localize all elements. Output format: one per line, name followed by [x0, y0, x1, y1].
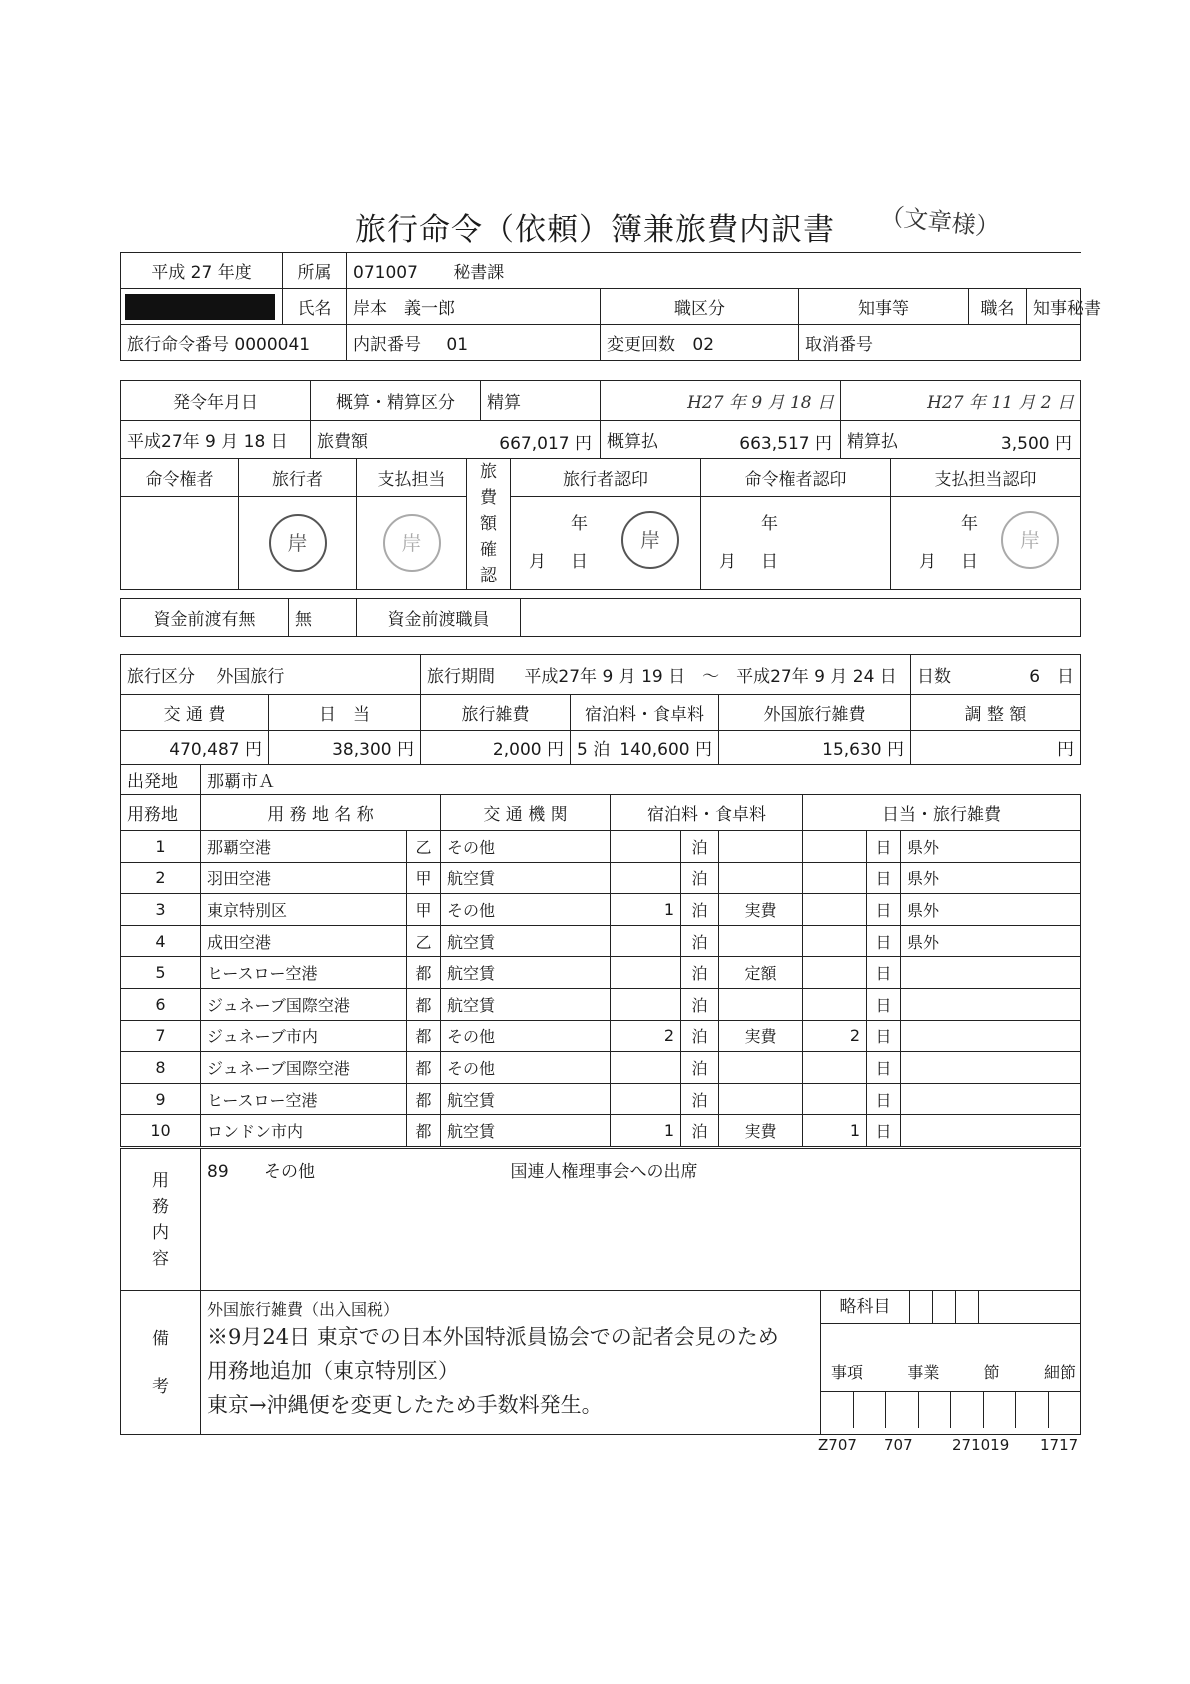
purpose-category: その他 — [264, 1162, 316, 1182]
table-row — [121, 988, 1081, 1020]
settle-pay-value: 3,500 円 — [1000, 434, 1072, 454]
itin-days: 2 — [803, 1020, 867, 1052]
settle-pay-label: 精算払 — [847, 432, 898, 452]
cost-lodging: 140,600 円 — [619, 740, 712, 760]
authority-seal-year: 年 — [761, 514, 778, 535]
settle-type-value: 精算 — [481, 381, 601, 421]
itin-nights — [611, 988, 681, 1020]
funds-table — [120, 598, 1081, 637]
itin-grade: 乙 — [407, 831, 441, 863]
itin-transport: 航空賃 — [441, 862, 611, 894]
itin-transport: 航空賃 — [441, 925, 611, 957]
amount-label: 旅費額 — [317, 432, 368, 452]
order-no: 0000041 — [234, 335, 311, 355]
cost-lodging-nights: 5 泊 — [577, 740, 611, 760]
order-authority-label: 命令権者 — [121, 459, 239, 497]
itin-place: ジュネーブ市内 — [201, 1020, 407, 1052]
title-handwritten-note: （文章様） — [878, 201, 1001, 243]
class-label: 職区分 — [601, 289, 799, 325]
traveler-seal-year: 年 — [571, 514, 588, 535]
itin-grade: 都 — [407, 1083, 441, 1115]
itin-place: ジュネーブ国際空港 — [201, 988, 407, 1020]
travel-kind-label: 旅行区分 — [127, 667, 195, 687]
itin-place: ヒースロー空港 — [201, 1083, 407, 1115]
cost-misc: 2,000 円 — [421, 731, 571, 765]
cost-header-foreign: 外国旅行雑費 — [719, 695, 911, 731]
purpose-text: 国連人権理事会への出席 — [510, 1162, 698, 1182]
itin-transport: その他 — [441, 831, 611, 863]
itin-days — [803, 925, 867, 957]
itin-grade: 都 — [407, 1115, 441, 1147]
itin-grade: 甲 — [407, 894, 441, 926]
cost-header-misc: 旅行雑費 — [421, 695, 571, 731]
authority-seal-label: 命令権者認印 — [701, 459, 891, 497]
itin-days — [803, 957, 867, 989]
itin-no: 9 — [121, 1083, 201, 1115]
itin-no: 3 — [121, 894, 201, 926]
itin-nights: 1 — [611, 894, 681, 926]
itin-lodging-type: 実費 — [719, 1020, 803, 1052]
advance-label: 概算払 — [607, 432, 658, 452]
table-row — [121, 957, 1081, 989]
itin-haku: 泊 — [681, 1115, 719, 1147]
table-row — [121, 894, 1081, 926]
approval-table — [120, 458, 1081, 590]
cost-header-lodging: 宿泊料・食卓料 — [571, 695, 719, 731]
travel-period-value: 平成27年 9 月 19 日 ～ 平成27年 9 月 24 日 — [524, 667, 897, 687]
remarks-label: 備 考 — [121, 1291, 201, 1435]
itinerary-rows — [121, 831, 1081, 1147]
itin-nichi: 日 — [867, 1115, 901, 1147]
itin-no: 7 — [121, 1020, 201, 1052]
settle-type-label: 概算・精算区分 — [311, 381, 481, 421]
traveler-seal-label: 旅行者認印 — [511, 459, 701, 497]
itin-days — [803, 831, 867, 863]
remarks-table — [120, 1290, 1081, 1435]
code-item: Z707 — [818, 1436, 857, 1454]
fiscal-year: 平成 27 年度 — [121, 253, 283, 289]
itin-nichi: 日 — [867, 1020, 901, 1052]
itin-days — [803, 862, 867, 894]
itin-header-daily: 日当・旅行雑費 — [803, 795, 1081, 831]
itin-place: ヒースロー空港 — [201, 957, 407, 989]
table-row — [121, 1052, 1081, 1084]
payer-seal-year: 年 — [961, 514, 978, 535]
itin-transport: 航空賃 — [441, 988, 611, 1020]
itin-haku: 泊 — [681, 988, 719, 1020]
itin-nichi: 日 — [867, 894, 901, 926]
travel-days-label: 日数 — [917, 667, 952, 687]
purpose-label: 用 務 内 容 — [121, 1149, 201, 1291]
itin-area: 県外 — [901, 894, 1081, 926]
itin-transport: その他 — [441, 1052, 611, 1084]
travel-period-label: 旅行期間 — [427, 667, 495, 687]
itin-nights — [611, 925, 681, 957]
purpose-table — [120, 1148, 1081, 1291]
remarks-handwritten-3: 東京→沖縄便を変更したため手数料発生。 — [207, 1393, 603, 1417]
dept-label: 所属 — [283, 253, 347, 289]
traveler-confirm-seal: 岸 — [621, 511, 679, 569]
itin-nichi: 日 — [867, 957, 901, 989]
itin-header-place: 用務地 — [121, 795, 201, 831]
itin-days — [803, 988, 867, 1020]
table-row — [121, 1115, 1081, 1147]
detail-no: 01 — [446, 335, 469, 355]
itin-transport: 航空賃 — [441, 1115, 611, 1147]
payer-label: 支払担当 — [357, 459, 467, 497]
change-label: 変更回数 — [607, 335, 675, 355]
header-table — [120, 252, 1101, 361]
itin-nichi: 日 — [867, 862, 901, 894]
table-row — [121, 1020, 1081, 1052]
itin-area — [901, 1020, 1081, 1052]
travel-days-value: 6 日 — [1029, 667, 1075, 687]
itin-header-name: 用 務 地 名 称 — [201, 795, 441, 831]
change-no: 02 — [692, 335, 715, 355]
traveler-seal-day: 日 — [571, 552, 588, 573]
authority-seal-month: 月 — [719, 552, 736, 573]
cost-daily: 38,300 円 — [269, 731, 421, 765]
table-row — [121, 862, 1081, 894]
code-section: 271019 — [952, 1436, 1010, 1454]
cost-header-adjust: 調 整 額 — [911, 695, 1081, 731]
itin-area — [901, 1083, 1081, 1115]
traveler-label: 旅行者 — [239, 459, 357, 497]
redacted-field — [125, 294, 275, 320]
itin-area — [901, 1115, 1081, 1147]
departure-value: 那覇市Ａ — [201, 765, 1081, 795]
itin-grade: 乙 — [407, 925, 441, 957]
itin-no: 1 — [121, 831, 201, 863]
itin-nights — [611, 1083, 681, 1115]
itin-no: 8 — [121, 1052, 201, 1084]
project-label: 事業 — [907, 1363, 940, 1382]
remarks-printed: 外国旅行雑費（出入国税） — [207, 1300, 400, 1319]
code-subsection: 1717 — [1040, 1436, 1079, 1454]
itin-area — [901, 957, 1081, 989]
cancel-label: 取消番号 — [799, 325, 1081, 361]
itin-lodging-type — [719, 862, 803, 894]
traveler-name: 岸本 義一郎 — [347, 289, 601, 325]
cost-transport: 470,487 円 — [121, 731, 269, 765]
itin-no: 5 — [121, 957, 201, 989]
handwritten-date-1: H27 年 9 月 18 日 — [601, 381, 841, 421]
itin-grade: 都 — [407, 957, 441, 989]
itin-lodging-type — [719, 988, 803, 1020]
traveler-seal-month: 月 — [529, 552, 546, 573]
itin-nights — [611, 957, 681, 989]
itin-grade: 都 — [407, 1020, 441, 1052]
handwritten-date-2: H27 年 11 月 2 日 — [841, 381, 1081, 421]
itin-days — [803, 1052, 867, 1084]
itin-transport: 航空賃 — [441, 1083, 611, 1115]
itin-nights — [611, 831, 681, 863]
amount-confirm-label: 旅 費 額 確 認 — [467, 459, 511, 590]
departure-label: 出発地 — [121, 765, 201, 795]
itin-no: 10 — [121, 1115, 201, 1147]
traveler-seal-stamp: 岸 — [269, 514, 327, 572]
itin-transport: 航空賃 — [441, 957, 611, 989]
table-row — [121, 925, 1081, 957]
name-label: 氏名 — [283, 289, 347, 325]
itin-transport: その他 — [441, 1020, 611, 1052]
payer-seal-month: 月 — [919, 552, 936, 573]
itin-nichi: 日 — [867, 925, 901, 957]
funds-staff-label: 資金前渡職員 — [357, 599, 521, 637]
remarks-handwritten-2: 用務地追加（東京特別区） — [207, 1359, 459, 1383]
purpose-code: 89 — [207, 1162, 229, 1182]
itin-days — [803, 894, 867, 926]
dept-code: 071007 — [353, 263, 418, 283]
authority-seal-day: 日 — [761, 552, 778, 573]
itin-days — [803, 1083, 867, 1115]
travel-kind-value: 外国旅行 — [216, 667, 285, 687]
itin-area — [901, 988, 1081, 1020]
itin-days: 1 — [803, 1115, 867, 1147]
itin-haku: 泊 — [681, 957, 719, 989]
amount-value: 667,017 円 — [499, 434, 592, 454]
itin-place: 成田空港 — [201, 925, 407, 957]
code-project: 707 — [884, 1436, 913, 1454]
itin-haku: 泊 — [681, 894, 719, 926]
itin-lodging-type — [719, 831, 803, 863]
table-row — [121, 1083, 1081, 1115]
document-title: 旅行命令（依頼）簿兼旅費内訳書 — [355, 212, 835, 248]
payer-seal-day: 日 — [961, 552, 978, 573]
payer-confirm-seal: 岸 — [1001, 511, 1059, 569]
itin-area: 県外 — [901, 862, 1081, 894]
itin-haku: 泊 — [681, 1052, 719, 1084]
itin-nichi: 日 — [867, 831, 901, 863]
itin-no: 6 — [121, 988, 201, 1020]
itin-header-transport: 交 通 機 関 — [441, 795, 611, 831]
itin-lodging-type — [719, 925, 803, 957]
funds-value: 無 — [289, 599, 357, 637]
item-label: 事項 — [831, 1363, 864, 1382]
itin-nichi: 日 — [867, 988, 901, 1020]
post-value: 知事秘書 — [1027, 289, 1081, 325]
itin-transport: その他 — [441, 894, 611, 926]
subject-label: 略科目 — [821, 1291, 910, 1323]
itinerary-table — [120, 764, 1081, 1147]
detail-no-label: 内訳番号 — [353, 335, 421, 355]
class-value: 知事等 — [799, 289, 969, 325]
itin-no: 2 — [121, 862, 201, 894]
itin-area — [901, 1052, 1081, 1084]
subsection-label: 細節 — [1043, 1363, 1076, 1382]
issue-table — [120, 380, 1081, 459]
itin-place: ロンドン市内 — [201, 1115, 407, 1147]
itin-nights — [611, 862, 681, 894]
itin-place: ジュネーブ国際空港 — [201, 1052, 407, 1084]
itin-place: 東京特別区 — [201, 894, 407, 926]
cost-header-daily: 日 当 — [269, 695, 421, 731]
itin-nights: 2 — [611, 1020, 681, 1052]
itin-area: 県外 — [901, 831, 1081, 863]
itin-lodging-type — [719, 1083, 803, 1115]
itin-place: 羽田空港 — [201, 862, 407, 894]
funds-label: 資金前渡有無 — [121, 599, 289, 637]
itin-lodging-type: 実費 — [719, 894, 803, 926]
itin-place: 那覇空港 — [201, 831, 407, 863]
itin-lodging-type — [719, 1052, 803, 1084]
itin-grade: 都 — [407, 988, 441, 1020]
order-no-label: 旅行命令番号 — [127, 335, 229, 355]
cost-foreign: 15,630 円 — [719, 731, 911, 765]
remarks-handwritten-1: ※9月24日 東京での日本外国特派員協会での記者会見のため — [207, 1325, 779, 1349]
section-label: 節 — [983, 1363, 1000, 1382]
itin-nichi: 日 — [867, 1083, 901, 1115]
issue-date-label: 発令年月日 — [121, 381, 311, 421]
advance-value: 663,517 円 — [739, 434, 832, 454]
itin-lodging-type: 定額 — [719, 957, 803, 989]
cost-adjust: 円 — [911, 731, 1081, 765]
itin-lodging-type: 実費 — [719, 1115, 803, 1147]
itin-nights — [611, 1052, 681, 1084]
itin-nichi: 日 — [867, 1052, 901, 1084]
itin-haku: 泊 — [681, 831, 719, 863]
itin-header-lodging: 宿泊料・食卓料 — [611, 795, 803, 831]
itin-grade: 都 — [407, 1052, 441, 1084]
cost-header-transport: 交 通 費 — [121, 695, 269, 731]
itin-area: 県外 — [901, 925, 1081, 957]
payer-seal-label: 支払担当認印 — [891, 459, 1081, 497]
table-row — [121, 831, 1081, 863]
itin-haku: 泊 — [681, 925, 719, 957]
itin-haku: 泊 — [681, 1083, 719, 1115]
travel-table — [120, 654, 1081, 765]
itin-haku: 泊 — [681, 1020, 719, 1052]
dept-name: 秘書課 — [453, 263, 505, 283]
itin-grade: 甲 — [407, 862, 441, 894]
itin-nights: 1 — [611, 1115, 681, 1147]
post-label: 職名 — [969, 289, 1027, 325]
itin-haku: 泊 — [681, 862, 719, 894]
payer-seal-stamp: 岸 — [383, 514, 441, 572]
itin-no: 4 — [121, 925, 201, 957]
issue-date-value: 平成27年 9 月 18 日 — [121, 421, 311, 459]
